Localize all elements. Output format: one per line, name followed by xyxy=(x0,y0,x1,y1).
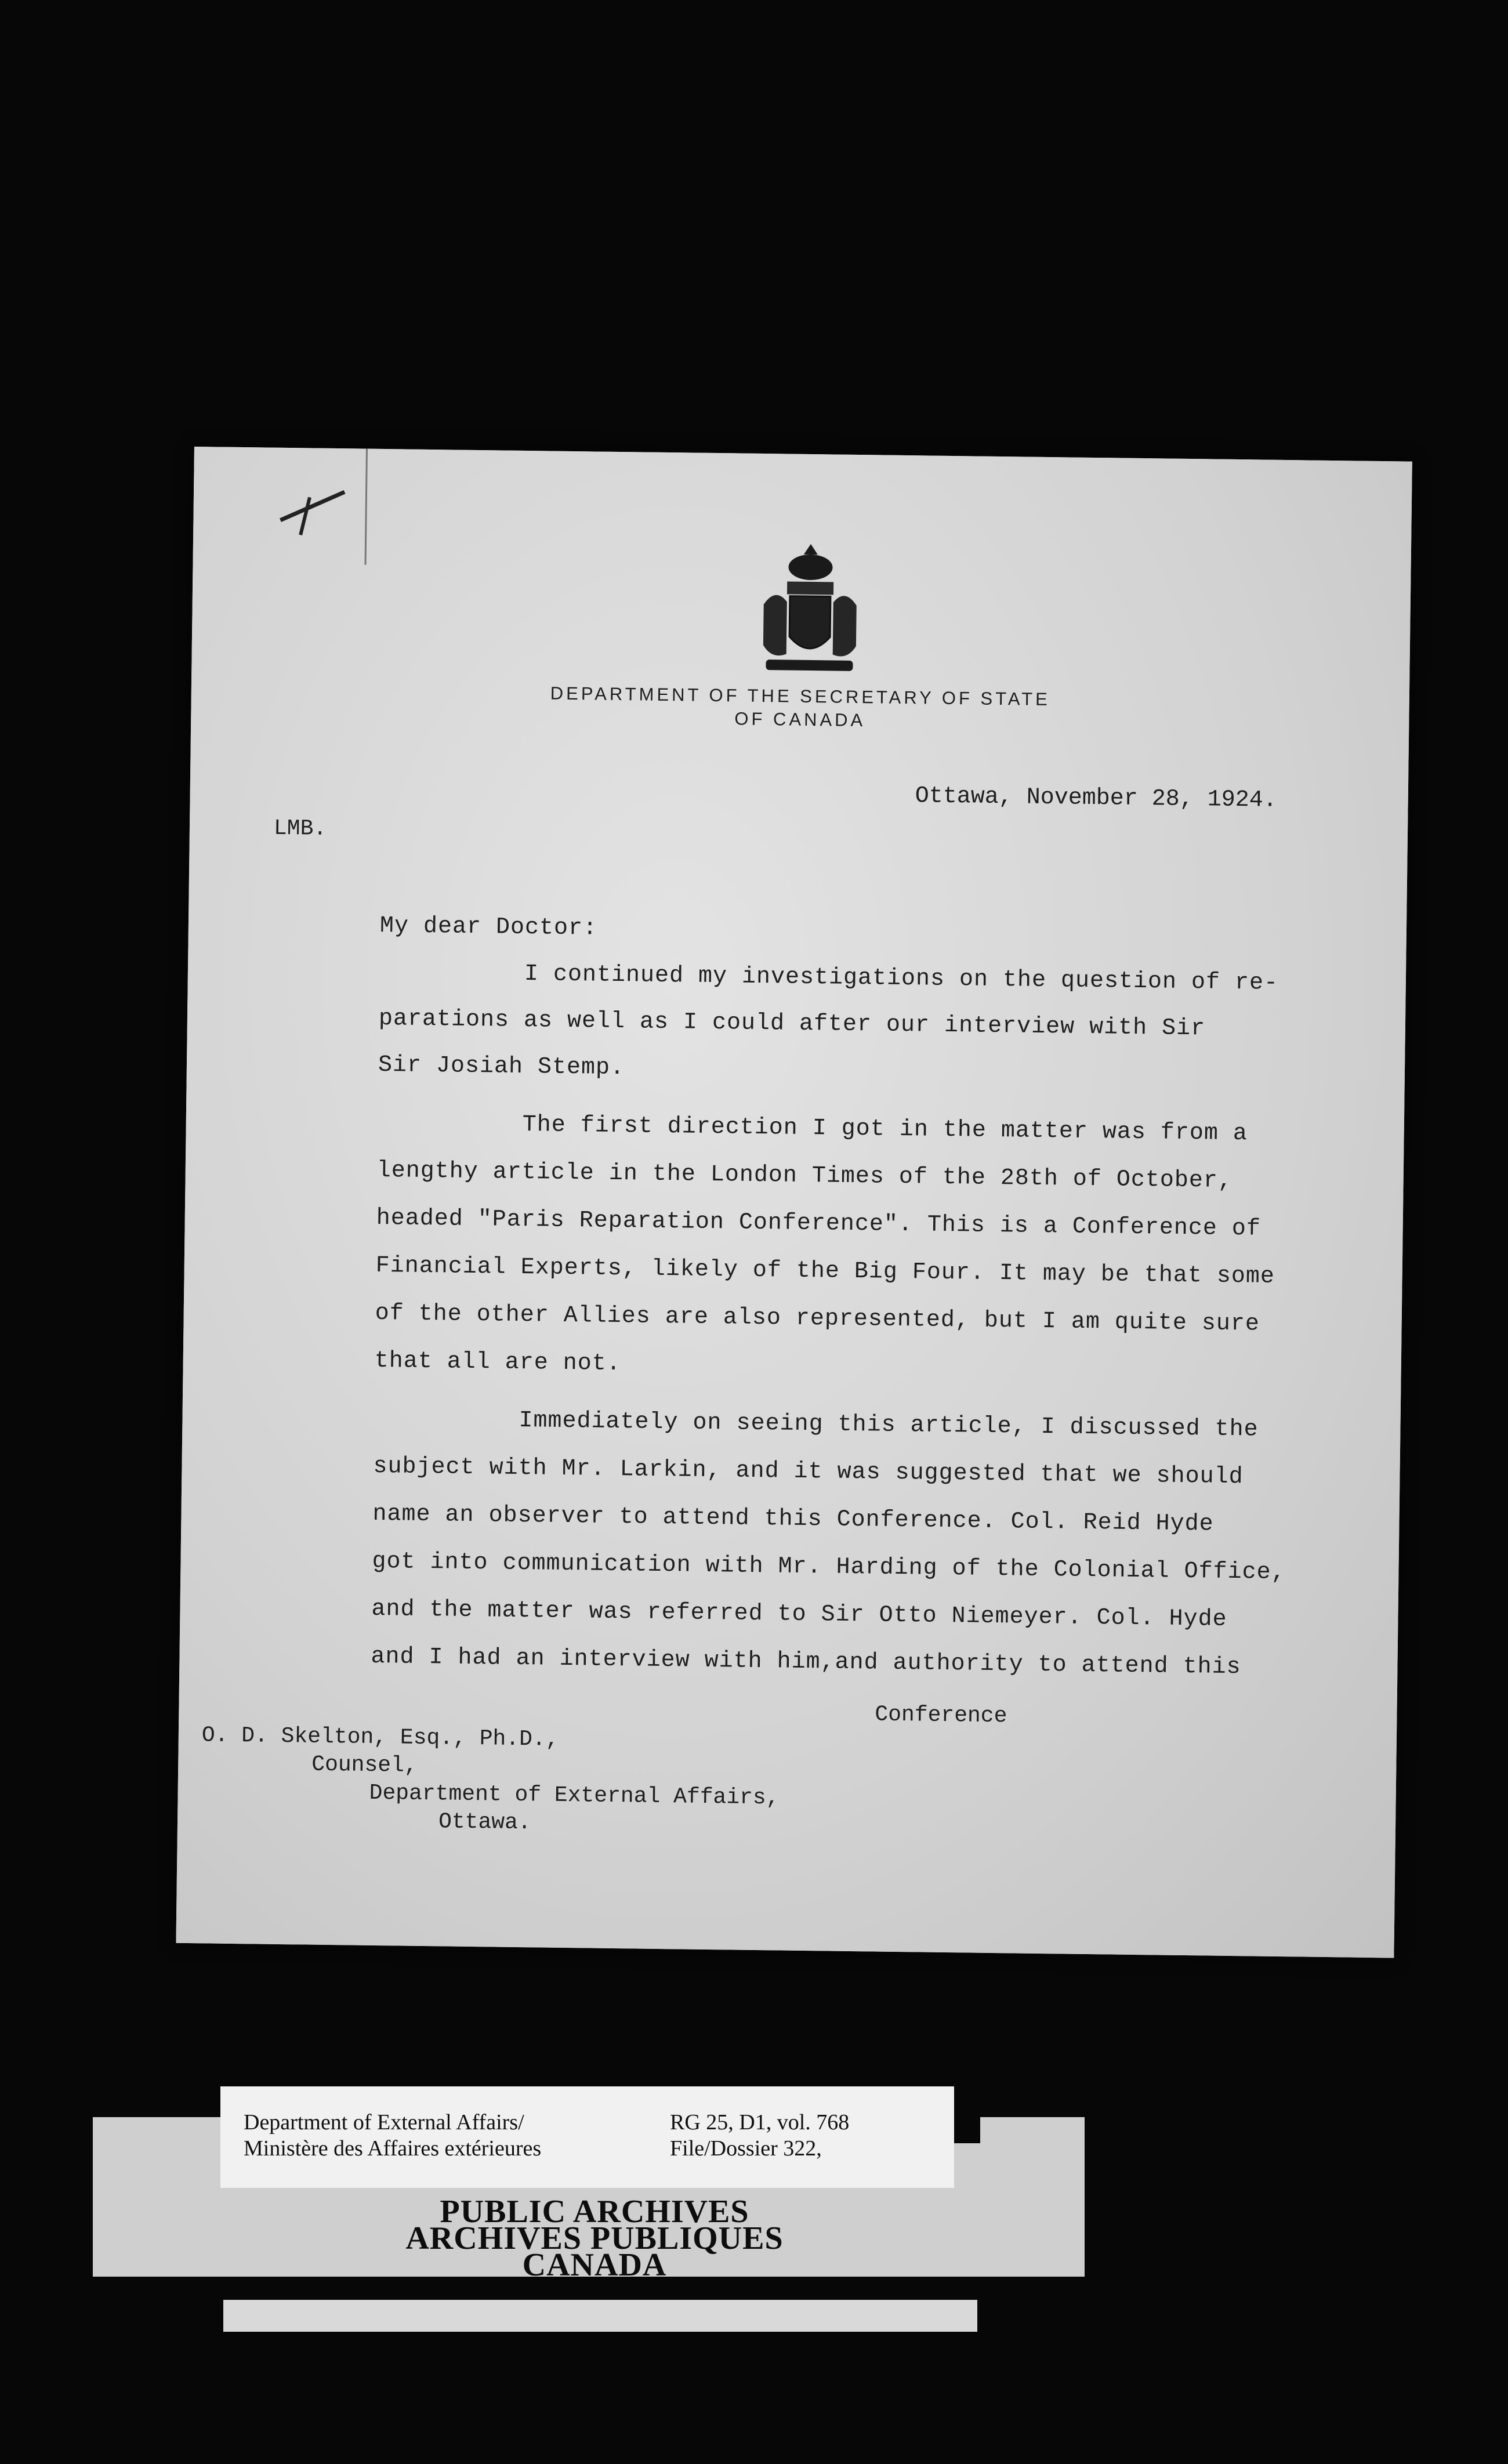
file-number: File/Dossier 322, xyxy=(670,2136,822,2161)
letter-line: and the matter was referred to Sir Otto Niemeyer. Col. Hyde xyxy=(371,1596,1227,1633)
salutation: My dear Doctor: xyxy=(379,912,598,942)
stamp-line: PUBLIC ARCHIVES xyxy=(440,2194,749,2230)
department-heading: DEPARTMENT OF THE SECRETARY OF STATE xyxy=(550,683,1051,710)
letter-line: parations as well as I could after our interview with Sir xyxy=(378,1005,1206,1042)
addressee-city: Ottawa. xyxy=(438,1809,531,1836)
letter-line: Immediately on seeing this article, I discussed the xyxy=(519,1407,1259,1443)
archives-stamp xyxy=(226,2194,963,2283)
letter-line: lengthy article in the London Times of the 28th of October, xyxy=(376,1157,1233,1194)
record-group: RG 25, D1, vol. 768 xyxy=(670,2110,850,2135)
letter-page xyxy=(176,447,1412,1958)
addressee-name: O. D. Skelton, Esq., Ph.D., xyxy=(201,1723,559,1752)
letter-line: headed "Paris Reparation Conference". This is a Conference of xyxy=(376,1205,1262,1242)
letter-line: got into communication with Mr. Harding of the Colonial Office, xyxy=(372,1548,1286,1586)
archive-reference-label xyxy=(220,2086,954,2188)
department-en: Department of External Affairs/ xyxy=(244,2110,524,2135)
addressee-title: Counsel, xyxy=(311,1752,418,1778)
letter-line: that all are not. xyxy=(374,1347,622,1378)
archive-strip-bottom xyxy=(223,2300,977,2332)
addressee-department: Department of External Affairs, xyxy=(369,1780,780,1811)
letter-date: Ottawa, November 28, 1924. xyxy=(915,783,1278,814)
letter-line: Sir Josiah Stemp. xyxy=(378,1052,625,1082)
letter-line: Financial Experts, likely of the Big Four. It may be that some xyxy=(375,1252,1275,1290)
coat-of-arms-icon xyxy=(754,541,866,681)
department-subheading: OF CANADA xyxy=(734,708,866,731)
letter-line: The first direction I got in the matter was from a xyxy=(522,1112,1248,1147)
catchword: Conference xyxy=(875,1702,1007,1729)
letter-line: I continued my investigations on the question of re- xyxy=(524,961,1279,997)
letter-reference: LMB. xyxy=(273,816,327,842)
pencil-mark-icon xyxy=(274,480,350,539)
stamp-line: CANADA xyxy=(522,2247,667,2283)
letter-line: and I had an interview with him,and authority to attend this xyxy=(371,1643,1241,1681)
stamp-line: ARCHIVES PUBLIQUES xyxy=(405,2220,784,2256)
department-fr: Ministère des Affaires extérieures xyxy=(244,2136,542,2161)
margin-mark xyxy=(365,449,368,565)
letter-line: of the other Allies are also represented, but I am quite sure xyxy=(375,1300,1260,1338)
letter-line: subject with Mr. Larkin, and it was suggested that we should xyxy=(373,1453,1244,1491)
letter-line: name an observer to attend this Conference. Col. Reid Hyde xyxy=(372,1501,1214,1538)
